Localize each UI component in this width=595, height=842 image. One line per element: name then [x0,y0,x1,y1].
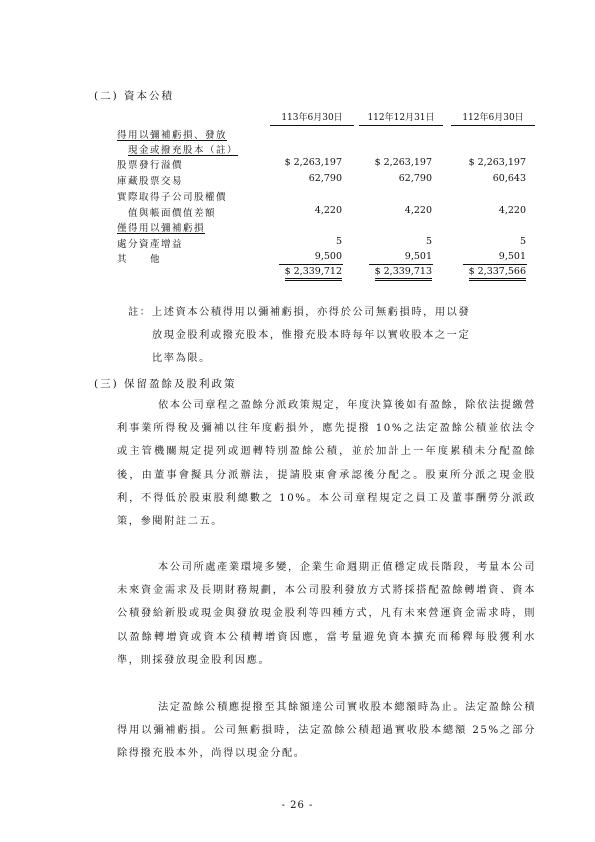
note-line3: 比率為限。 [152,353,211,364]
total-cell-2: $ 2,339,713 [352,266,432,277]
note-line2: 放現金股利或撥充股本，惟撥充股本時每年以實收股本之一定 [152,330,471,341]
total-cell-1: $ 2,339,712 [262,266,342,277]
cell-disposal-gain-1: 5 [335,236,342,247]
cell-share-premium-1: $ 2,263,197 [284,157,342,168]
cell-share-premium-3: $ 2,263,197 [468,157,526,168]
cell-subsidiary-3: 4,220 [498,205,526,216]
row-label-share-premium: 股票發行溢價 [117,160,184,171]
note-prefix: 註： [128,307,152,318]
cell-subsidiary-2: 4,220 [404,205,432,216]
cell-others-3: 9,501 [498,251,526,262]
row-label-others: 其 他 [117,254,162,265]
paragraph-industry-environment: 本公司所處產業環境多變，企業生命週期正值穩定成長階段，考量本公司未來資金需求及長期財務規劃，本公司股利發放方式將採搭配盈餘轉增資、資本公積發給新股或現金與發放現金股利等四種方式，凡有未來營運資金需求時，則以盈餘轉增資或資本公積轉增資因應，當考量避免資本擴充而稀釋每股獲利水準，則採發放現金股利因應。 [117,562,536,666]
cell-disposal-gain-3: 5 [519,236,526,247]
row-label-subsidiary-line2: 值與帳面價值差額 [128,208,217,219]
cell-subsidiary-1: 4,220 [314,205,342,216]
subtotal-rule-3 [463,264,527,265]
cell-treasury-3: 60,643 [492,173,526,184]
paragraph-legal-reserve: 法定盈餘公積應提撥至其餘額達公司實收股本總額時為止。法定盈餘公積得用以彌補虧損。公司無虧損時，法定盈餘公積超過實收股本總額 25%之部分除得撥充股本外，尚得以現金分配。 [117,702,536,760]
cell-others-2: 9,501 [404,251,432,262]
subtotal-rule-1 [279,264,343,265]
group1-heading-line1: 得用以彌補虧損、發放 [117,130,228,141]
note-line1: 上述資本公積得用以彌補虧損，亦得於公司無虧損時，用以發 [152,307,471,318]
row-label-disposal-gain: 處分資產增益 [117,239,184,250]
group1-heading-line2: 現金或撥充股本（註） [128,145,239,156]
subtotal-rule-2 [369,264,433,265]
cell-treasury-2: 62,790 [398,173,432,184]
row-label-subsidiary-line1: 實際取得子公司股權價 [117,192,228,203]
column-header-3: 112年6月30日 [451,110,535,126]
cell-treasury-1: 62,790 [308,173,342,184]
cell-others-1: 9,500 [314,251,342,262]
column-header-2: 112年12月31日 [359,110,443,126]
paragraph-dividend-policy: 依本公司章程之盈餘分派政策規定，年度決算後如有盈餘，除依法提繳營利事業所得稅及彌補以往年度虧損外，應先提撥 10%之法定盈餘公積並依法令或主管機關規定提列或迴轉特別盈餘公積，並於加計上一年度累積未分配盈餘後，由董事會擬具分派辦法，提請股東會承認後分配之。股東所分派之現金股利，不得低於股東股利總數之 10%。本公司章程規定之員工及董事酬勞分派政策，參閱附註二五。 [117,400,536,528]
row-label-treasury: 庫藏股票交易 [117,176,184,187]
column-header-1: 113年6月30日 [270,110,354,126]
page-number: - 26 - [281,800,314,811]
section-heading-capital-reserve: (二) 資本公積 [94,90,175,102]
cell-share-premium-2: $ 2,263,197 [374,157,432,168]
cell-disposal-gain-2: 5 [425,236,432,247]
section-heading-retained-earnings: (三) 保留盈餘及股利政策 [94,378,237,390]
group2-heading: 僅得用以彌補虧損 [117,223,206,234]
total-cell-3: $ 2,337,566 [446,266,526,277]
